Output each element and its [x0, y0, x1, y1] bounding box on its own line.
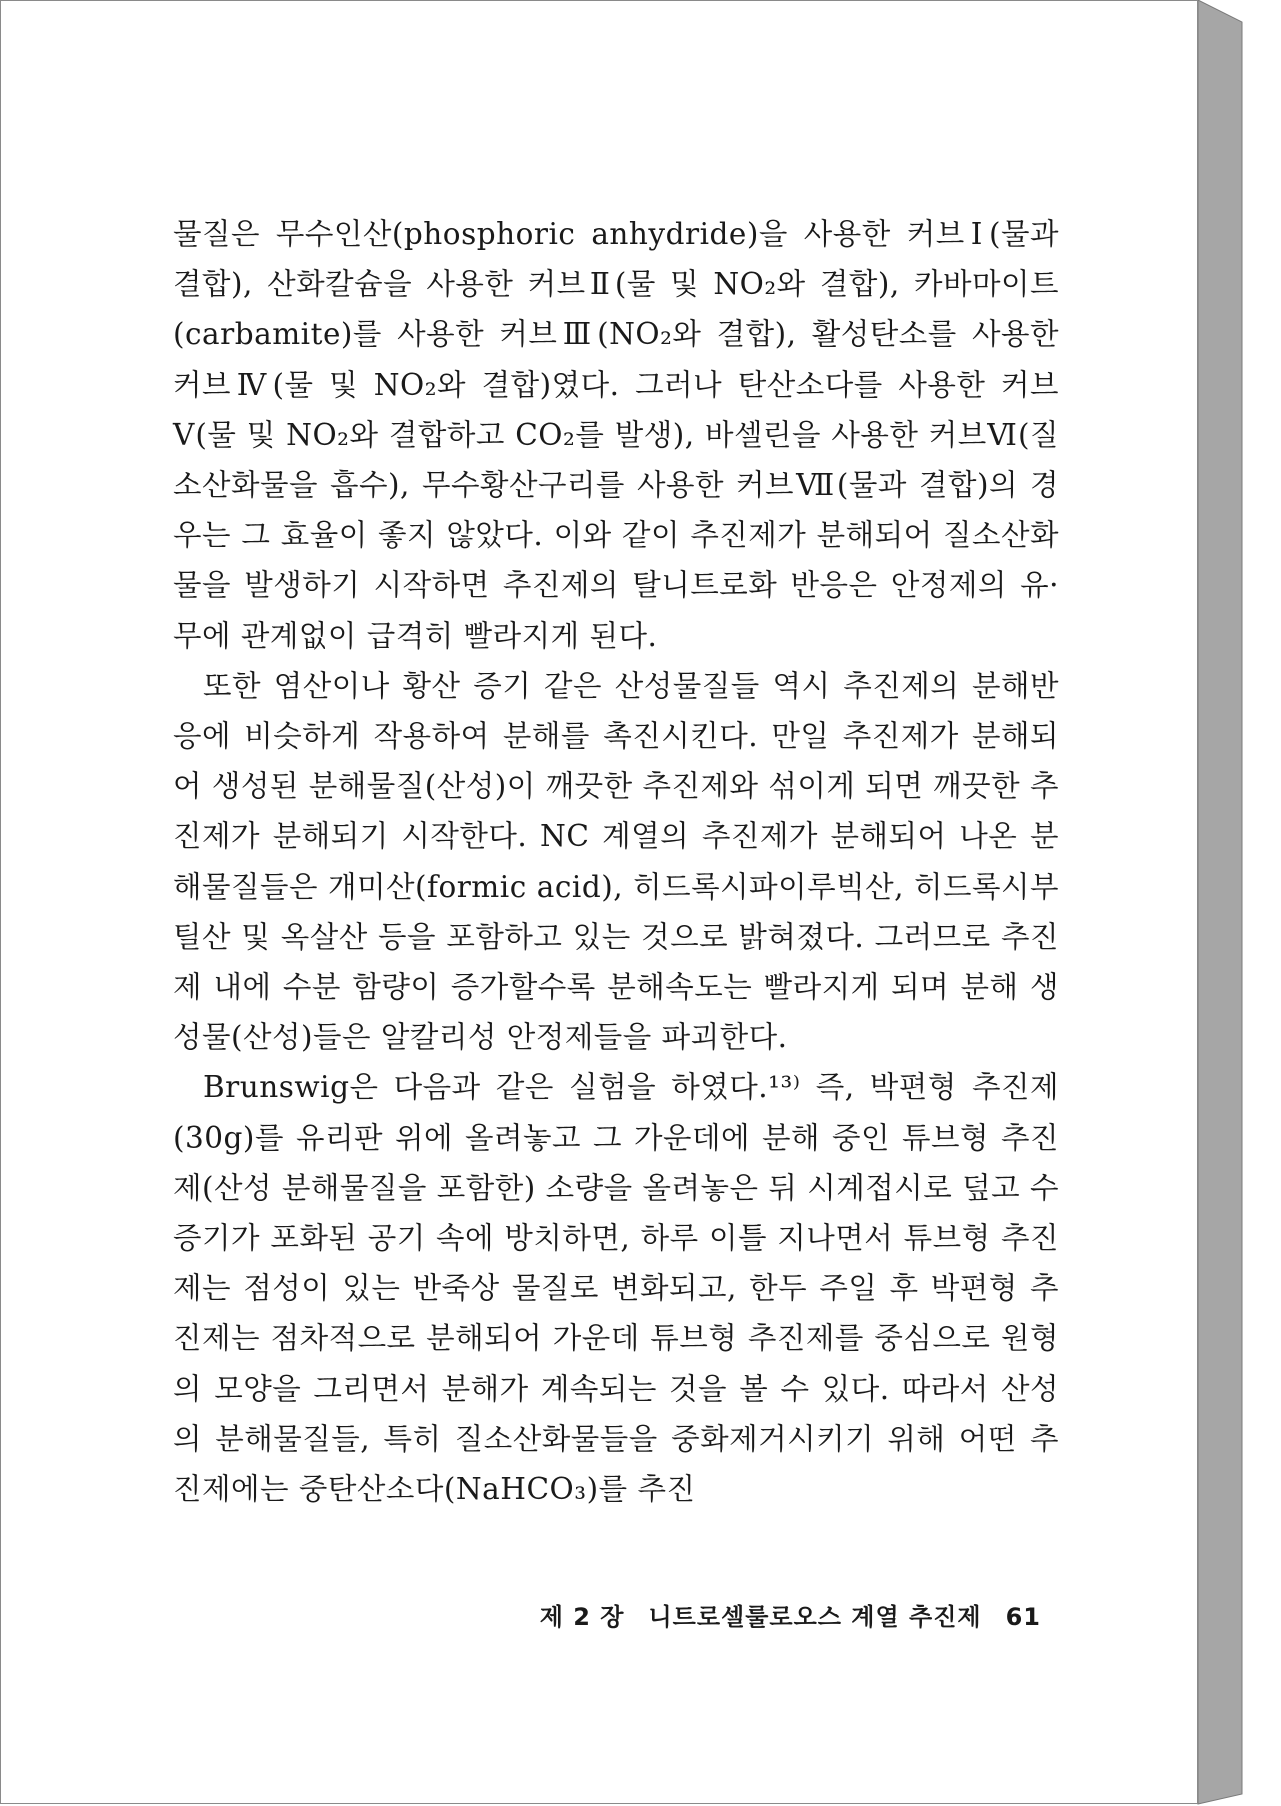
footer-title: 니트로셀룰로오스 계열 추진제 — [648, 1603, 982, 1631]
paragraph-3: Brunswig은 다음과 같은 실험을 하였다.¹³⁾ 즉, 박편형 추진제(30g)를 유리판 위에 올려놓고 그 가운데에 분해 중인 튜브형 추진제(산성 분해물질을 포함한) 소량을 올려놓은 뒤 시계접시로 덮고 수증기가 포화된 공기 속에 방치하면, 하루 이틀 지나면서 튜브형 추진제는 점성이 있는 반죽상 물질로 변화되고, 한두 주일 후 박편형 추진제는 점차적으로 분해되어 가운데 튜브형 추진제를 중심으로 원형의 모양을 그리면서 분해가 계속되는 것을 볼 수 있다. 따라서 산성의 분해물질들, 특히 질소산화물들을 중화제거시키기 위해 어떤 추진제에는 중탄산소다(NaHCO₃)를 추진 — [173, 1070, 1059, 1507]
footer-chapter: 제 2 장 — [539, 1603, 625, 1631]
paragraph-2: 또한 염산이나 황산 증기 같은 산성물질들 역시 추진제의 분해반응에 비슷하게 작용하여 분해를 촉진시킨다. 만일 추진제가 분해되어 생성된 분해물질(산성)이 깨끗한 추진제와 섞이게 되면 깨끗한 추진제가 분해되기 시작한다. NC 계열의 추진제가 분해되어 나온 분해물질들은 개미산(formic acid), 히드록시파이루빅산, 히드록시부틸산 및 옥살산 등을 포함하고 있는 것으로 밝혀졌다. 그러므로 추진제 내에 수분 함량이 증가할수록 분해속도는 빨라지게 되며 분해 생성물(산성)들은 알칼리성 안정제들을 파괴한다. — [173, 668, 1059, 1055]
page-number: 61 — [1005, 1603, 1041, 1631]
paragraph-1: 물질은 무수인산(phosphoric anhydride)을 사용한 커브Ⅰ(물과 결합), 산화칼슘을 사용한 커브Ⅱ(물 및 NO₂와 결합), 카바마이트(carbamite)를 사용한 커브Ⅲ(NO₂와 결합), 활성탄소를 사용한 커브Ⅳ(물 및 NO₂와 결합)였다. 그러나 탄산소다를 사용한 커브Ⅴ(물 및 NO₂와 결합하고 CO₂를 발생), 바셀린을 사용한 커브Ⅵ(질소산화물을 흡수), 무수황산구리를 사용한 커브Ⅶ(물과 결합)의 경우는 그 효율이 좋지 않았다. 이와 같이 추진제가 분해되어 질소산화물을 발생하기 시작하면 추진제의 탈니트로화 반응은 안정제의 유·무에 관계없이 급격히 빨라지게 된다. — [173, 217, 1059, 653]
running-footer — [521, 1597, 1041, 1632]
body-text — [173, 209, 1059, 1514]
